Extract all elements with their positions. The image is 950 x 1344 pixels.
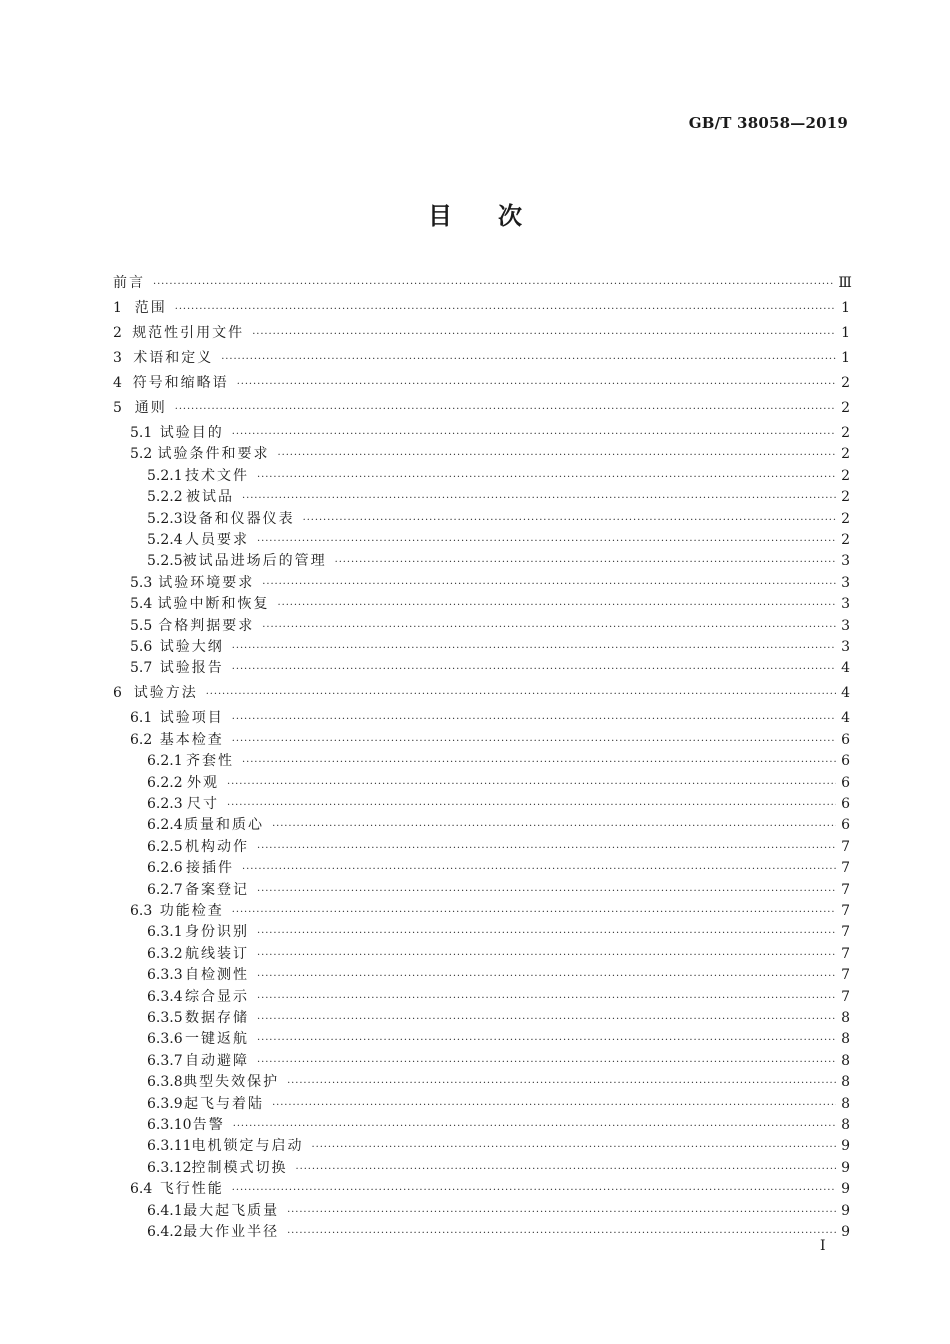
toc-entry-number: 6.2 [130, 731, 153, 748]
toc-entry-label: 质量和质心 [184, 817, 265, 834]
toc-entry-page: 1 [841, 300, 850, 316]
toc-entry[interactable] [113, 397, 850, 417]
toc-dot-leader [242, 493, 836, 504]
toc-entry[interactable] [113, 572, 850, 592]
toc-dot-leader [252, 329, 836, 340]
toc-entry-label: 齐套性 [186, 753, 235, 770]
toc-entry-page: 3 [841, 617, 850, 634]
toc-entry-label: 起飞与着陆 [184, 1095, 265, 1112]
toc-entry-page: 2 [841, 510, 850, 527]
toc-entry-label: 试验环境要求 [158, 574, 255, 591]
toc-entry[interactable] [113, 964, 850, 984]
toc-dot-leader [206, 689, 836, 700]
toc-entry[interactable] [113, 1093, 850, 1113]
toc-entry[interactable] [113, 593, 850, 613]
toc-entry-number: 6.2.6 [147, 860, 183, 877]
toc-entry[interactable] [113, 347, 850, 367]
toc-entry-page: 1 [841, 325, 850, 341]
toc-entry[interactable] [113, 707, 850, 727]
toc-entry-number: 6.2.2 [147, 774, 183, 791]
toc-entry[interactable] [113, 508, 850, 528]
toc-entry-page: 9 [841, 1202, 850, 1219]
toc-entry[interactable] [113, 750, 850, 770]
toc-entry-number: 1 [113, 300, 122, 316]
toc-dot-leader [242, 757, 836, 768]
toc-entry-label: 试验方法 [133, 685, 198, 702]
toc-entry-label: 尺寸 [187, 796, 220, 812]
toc-entry-label: 最大起飞质量 [183, 1202, 280, 1219]
toc-entry-number: 5.2.1 [147, 467, 183, 484]
toc-entry[interactable] [113, 657, 850, 677]
toc-entry[interactable] [113, 1221, 850, 1241]
toc-dot-leader [287, 1228, 836, 1239]
toc-entry-page: 3 [841, 596, 850, 613]
title-part-2: 次 [498, 201, 522, 230]
toc-entry-page: 2 [841, 467, 850, 484]
toc-dot-leader [257, 950, 836, 961]
toc-entry-page: 4 [841, 660, 850, 677]
toc-entry-label: 自检测性 [185, 967, 250, 984]
toc-entry-label: 一键返航 [185, 1031, 250, 1048]
toc-dot-leader [335, 557, 836, 568]
toc-entry[interactable] [113, 529, 850, 549]
toc-dot-leader [221, 354, 836, 365]
toc-dot-leader [257, 472, 836, 483]
toc-entry-number: 2 [113, 325, 122, 341]
toc-dot-leader [257, 993, 836, 1004]
toc-entry-page: 4 [841, 710, 850, 727]
toc-entry-number: 6.3.10 [147, 1117, 192, 1133]
toc-dot-leader [232, 664, 836, 675]
toc-dot-leader [296, 1164, 836, 1175]
toc-entry-label: 机构动作 [185, 838, 250, 855]
toc-entry[interactable] [113, 465, 850, 485]
toc-entry[interactable] [113, 486, 850, 506]
toc-entry-label: 前言 [113, 275, 145, 291]
toc-entry[interactable] [113, 986, 850, 1006]
toc-entry-number: 5.1 [130, 425, 153, 441]
toc-entry-number: 5.2.2 [147, 489, 183, 506]
toc-entry-number: 6.4.2 [147, 1224, 183, 1240]
toc-entry-page: 4 [841, 685, 850, 702]
toc-entry-page: 2 [841, 400, 850, 416]
toc-dot-leader [272, 1100, 836, 1111]
toc-entry[interactable] [113, 814, 850, 834]
toc-entry-number: 6.2.7 [147, 881, 183, 898]
toc-dot-leader [232, 643, 836, 654]
toc-dot-leader [233, 1121, 836, 1132]
toc-dot-leader [242, 864, 836, 875]
toc-entry-page: 7 [841, 860, 850, 877]
toc-entry-label: 合格判据要求 [158, 617, 255, 634]
toc-entry-number: 5.2.5 [147, 553, 183, 570]
toc-entry-number: 6.2.5 [147, 838, 183, 855]
toc-entry-label: 接插件 [186, 860, 235, 877]
toc-dot-leader [257, 536, 836, 547]
toc-entry[interactable] [113, 443, 850, 463]
toc-entry[interactable] [113, 1071, 850, 1091]
toc-entry-number: 5.7 [130, 660, 153, 677]
toc-entry-number: 4 [113, 375, 122, 391]
toc-entry-page: 7 [841, 838, 850, 855]
toc-entry-page: 7 [841, 988, 850, 1005]
toc-entry-label: 最大作业半径 [183, 1224, 280, 1240]
toc-entry-number: 5.2 [130, 446, 153, 463]
toc-entry-page: Ⅲ [838, 275, 852, 291]
page-title [0, 196, 950, 231]
toc-dot-leader [278, 450, 836, 461]
toc-entry-label: 设备和仪器仪表 [182, 510, 295, 527]
toc-entry-number: 3 [113, 350, 122, 366]
toc-entry-page: 9 [841, 1181, 850, 1198]
toc-dot-leader [232, 1185, 836, 1196]
title-part-1: 目 [428, 201, 452, 230]
toc-entry-label: 告警 [192, 1117, 225, 1133]
toc-dot-leader [237, 379, 836, 390]
toc-entry-page: 3 [841, 639, 850, 655]
toc-entry-label: 控制模式切换 [191, 1159, 288, 1176]
toc-dot-leader [257, 1014, 836, 1025]
toc-dot-leader [257, 1057, 836, 1068]
toc-dot-leader [257, 1035, 836, 1046]
toc-entry[interactable] [113, 1135, 850, 1155]
toc-entry-page: 8 [841, 1052, 850, 1069]
toc-entry-page: 3 [841, 553, 850, 570]
toc-dot-leader [227, 779, 836, 790]
toc-entry-number: 6.3.7 [147, 1052, 183, 1069]
toc-dot-leader [257, 843, 836, 854]
toc-entry-page: 6 [841, 753, 850, 770]
toc-entry-number: 5.5 [130, 617, 153, 634]
toc-entry-number: 6.2.3 [147, 796, 183, 812]
toc-entry-label: 试验大纲 [159, 639, 224, 655]
toc-entry-number: 6.3.8 [147, 1074, 183, 1091]
toc-dot-leader [262, 579, 836, 590]
toc-entry-page: 8 [841, 1010, 850, 1026]
toc-entry-label: 典型失效保护 [183, 1074, 280, 1091]
toc-entry[interactable] [113, 550, 850, 570]
toc-dot-leader [257, 971, 836, 982]
toc-entry-label: 航线装订 [185, 945, 250, 962]
toc-entry-label: 综合显示 [185, 988, 250, 1005]
toc-entry-number: 6.3.9 [147, 1095, 183, 1112]
toc-entry-page: 6 [841, 817, 850, 834]
toc-entry-number: 6.2.1 [147, 753, 183, 770]
toc-entry[interactable] [113, 836, 850, 856]
toc-entry[interactable] [113, 422, 850, 442]
toc-entry-label: 人员要求 [185, 532, 250, 548]
toc-entry[interactable] [113, 857, 850, 877]
toc-entry-label: 数据存储 [185, 1010, 250, 1026]
toc-entry[interactable] [113, 1050, 850, 1070]
toc-entry[interactable] [113, 1178, 850, 1198]
toc-entry-number: 6.3.3 [147, 967, 183, 984]
toc-dot-leader [272, 821, 836, 832]
toc-entry-label: 范围 [134, 300, 167, 316]
toc-entry-label: 技术文件 [185, 467, 250, 484]
toc-entry-page: 6 [841, 731, 850, 748]
toc-entry[interactable] [113, 900, 850, 920]
standard-code: GB/T 38058—2019 [688, 114, 848, 132]
toc-entry-label: 飞行性能 [159, 1181, 224, 1198]
toc-entry[interactable] [113, 615, 850, 635]
toc-entry-page: 6 [841, 774, 850, 791]
toc-entry-label: 自动避障 [185, 1052, 250, 1069]
toc-entry-page: 2 [841, 375, 850, 391]
toc-dot-leader [227, 800, 836, 811]
toc-entry-page: 8 [841, 1074, 850, 1091]
toc-entry[interactable] [113, 729, 850, 749]
toc-entry-number: 6.3.11 [147, 1138, 192, 1155]
toc-entry[interactable] [113, 682, 850, 702]
toc-dot-leader [287, 1078, 836, 1089]
toc-entry[interactable] [113, 636, 850, 656]
toc-entry-page: 9 [841, 1224, 850, 1240]
toc-dot-leader [175, 304, 836, 315]
toc-dot-leader [278, 600, 836, 611]
toc-dot-leader [153, 279, 834, 290]
toc-entry-page: 7 [841, 903, 850, 919]
toc-dot-leader [232, 714, 836, 725]
toc-entry[interactable] [113, 772, 850, 792]
toc-entry-number: 5.3 [130, 574, 153, 591]
toc-entry-label: 功能检查 [159, 903, 224, 919]
toc-entry-page: 2 [841, 532, 850, 548]
toc-entry-number: 6.2.4 [147, 817, 183, 834]
toc-entry-page: 2 [841, 489, 850, 506]
toc-entry-number: 5.6 [130, 639, 153, 655]
toc-entry-number: 6.3.4 [147, 988, 183, 1005]
toc-dot-leader [232, 429, 836, 440]
toc-entry-page: 2 [841, 425, 850, 441]
toc-entry[interactable] [113, 1114, 850, 1134]
toc-entry-number: 6.3.1 [147, 924, 183, 941]
toc-entry-page: 2 [841, 446, 850, 463]
toc-dot-leader [257, 886, 836, 897]
toc-entry-label: 外观 [187, 774, 220, 791]
toc-dot-leader [175, 404, 836, 415]
toc-entry-label: 试验中断和恢复 [157, 596, 270, 613]
toc-dot-leader [232, 907, 836, 918]
toc-entry-label: 规范性引用文件 [132, 325, 245, 341]
toc-entry-number: 5 [113, 400, 122, 416]
toc-entry-page: 9 [841, 1159, 850, 1176]
toc-entry-label: 试验报告 [159, 660, 224, 677]
toc-entry-page: 8 [841, 1031, 850, 1048]
toc-entry-page: 6 [841, 796, 850, 812]
toc-entry-number: 6.3.5 [147, 1010, 183, 1026]
toc-entry[interactable] [113, 1157, 850, 1177]
toc-dot-leader [257, 928, 836, 939]
toc-entry-label: 通则 [134, 400, 167, 416]
toc-entry-page: 3 [841, 574, 850, 591]
toc-entry-label: 符号和缩略语 [132, 375, 229, 391]
toc-entry-page: 8 [841, 1095, 850, 1112]
toc-entry-label: 备案登记 [185, 881, 250, 898]
toc-entry-page: 7 [841, 924, 850, 941]
toc-entry-number: 5.4 [130, 596, 153, 613]
toc-entry-label: 电机锁定与启动 [191, 1138, 304, 1155]
toc-entry[interactable] [113, 297, 850, 317]
toc-entry[interactable] [113, 921, 850, 941]
toc-entry[interactable] [113, 372, 850, 392]
toc-entry[interactable] [113, 793, 850, 813]
page-folio: I [820, 1238, 826, 1254]
toc-entry[interactable] [113, 879, 850, 899]
toc-entry-label: 被试品 [186, 489, 235, 506]
toc-entry-number: 5.2.3 [147, 510, 183, 527]
toc-entry-number: 6.1 [130, 710, 153, 727]
toc-dot-leader [303, 515, 836, 526]
toc-entry[interactable] [113, 943, 850, 963]
toc-entry-page: 9 [841, 1138, 850, 1155]
toc-dot-leader [312, 1142, 836, 1153]
toc-entry-number: 6.4.1 [147, 1202, 183, 1219]
toc-entry[interactable] [113, 322, 850, 342]
toc-entry-number: 6.3.12 [147, 1159, 192, 1176]
toc-entry[interactable] [113, 1007, 850, 1027]
toc-entry-page: 7 [841, 967, 850, 984]
toc-dot-leader [287, 1207, 836, 1218]
toc-entry-number: 5.2.4 [147, 532, 183, 548]
toc-entry-page: 7 [841, 945, 850, 962]
toc-entry-label: 术语和定义 [133, 350, 214, 366]
toc-entry-label: 身份识别 [185, 924, 250, 941]
toc-entry-label: 试验条件和要求 [157, 446, 270, 463]
toc-entry-number: 6.3.2 [147, 945, 183, 962]
toc-entry-number: 6 [113, 685, 122, 702]
toc-dot-leader [262, 622, 836, 633]
toc-entry-label: 试验项目 [159, 710, 224, 727]
toc-entry-label: 试验目的 [159, 425, 224, 441]
toc-entry-label: 被试品进场后的管理 [182, 553, 327, 570]
toc-entry[interactable] [113, 1028, 850, 1048]
toc-entry-number: 6.3 [130, 903, 153, 919]
toc-entry-number: 6.4 [130, 1181, 153, 1198]
toc-entry-page: 7 [841, 881, 850, 898]
toc-entry[interactable] [113, 1200, 850, 1220]
toc-entry-label: 基本检查 [159, 731, 224, 748]
toc-entry-page: 1 [841, 350, 850, 366]
toc-entry[interactable] [113, 272, 850, 292]
toc-dot-leader [232, 736, 836, 747]
toc-entry-page: 8 [841, 1117, 850, 1133]
toc-entry-number: 6.3.6 [147, 1031, 183, 1048]
